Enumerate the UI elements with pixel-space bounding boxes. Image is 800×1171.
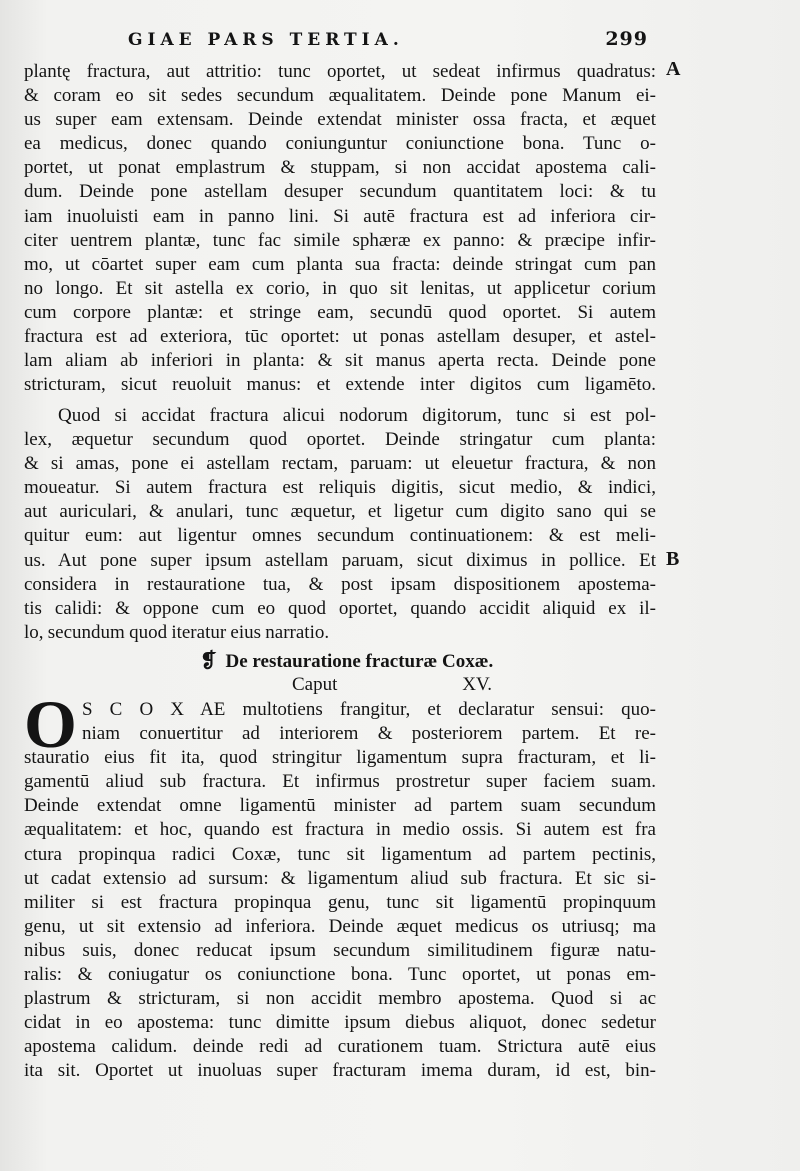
text-line: lam aliam ab inferiori in planta: & sit manus aperta recta. Deinde pone [24, 350, 656, 372]
chapter-title: De restauratione fracturæ Coxæ. [225, 651, 494, 672]
text-line: ut cadat extensio ad sursum: & ligamentum aliud sub fractura. Et sic si- [24, 867, 656, 889]
text-line: ralis: & coniugatur os coniunctione bona. Tunc oportet, ut ponas em- [24, 964, 656, 986]
text-line: citer uentrem plantæ, tunc fac simile sphæræ ex panno: & præcipe infir- [24, 229, 656, 251]
text-line: fractura est ad exteriora, tūc oportet: ut ponas astellam desuper, et astel- [24, 326, 656, 348]
running-header [128, 28, 648, 50]
text-line: quitur eum: aut ligentur omnes secundum continuationem: & est meli- [24, 525, 656, 547]
text-line: æqualitatem: et hoc, quando est fractura in medio ossis. Si autem est fra [24, 819, 656, 841]
paragraph-digitorum [24, 404, 656, 645]
text-line: lo, secundum quod iteratur eius narratio. [24, 621, 330, 643]
paragraph-plantae-fractura [24, 60, 656, 397]
text-line: ea medicus, donec quando coniunguntur coniunctione bona. Tunc o- [24, 133, 656, 155]
text-line: considera in restauratione tua, & post ipsam dispositionem apostema- [24, 573, 656, 595]
text-line: tis calidi: & oppone cum eo quod oportet, quando accidit aliquid ex il- [24, 597, 656, 619]
text-line: genu, ut sit extensio ad inferiora. Deinde æquet medicus os utriusq; ma [24, 915, 656, 937]
text-line: cidat in eo apostema: tunc dimitte ipsum diebus aliquot, donec sedetur [24, 1012, 656, 1034]
text-line: Quod si accidat fractura alicui nodorum digitorum, tunc si est pol- [58, 405, 656, 426]
text-line: us super eam extensam. Deinde extendat minister ossa fracta, et æquet [24, 109, 656, 131]
text-line: dum. Deinde pone astellam desuper secundum quantitatem loci: & tu [24, 181, 656, 203]
text-line: stauratio eius fit ita, quod stringitur ligamentum supra fracturam, et li- [24, 747, 656, 769]
chapter-caption [292, 674, 492, 696]
drop-cap: O [24, 686, 77, 762]
caput-number: XV. [462, 674, 492, 695]
caput-label: Caput [292, 674, 338, 695]
text-line: stricturam, sicut reuoluit manus: et extende inter digitos cum ligamēto. [24, 374, 656, 396]
text-line: plantę fractura, aut attritio: tunc oportet, ut sedeat infirmus quadratus: [24, 61, 656, 82]
text-line: portet, ut ponat emplastrum & stuppam, si non accidat apostema cali- [24, 157, 656, 179]
text-line: niam conuertitur ad interiorem & posteriorem partem. Et re- [82, 723, 656, 745]
text-line: & si amas, pone ei astellam rectam, paruam: ut eleuetur fractura, & non [24, 453, 656, 475]
text-line: S C O X AE multotiens frangitur, et declaratur sensui: quo- [82, 699, 656, 720]
text-line: mo, ut cōartet super eam cum planta sua fracta: deinde stringat cum pan [24, 253, 656, 275]
text-line: ctura propinqua radici Coxæ, tunc sit ligamentum ad partem pectinis, [24, 843, 656, 865]
chapter-heading [200, 648, 493, 673]
pilcrow-icon: ❡ [200, 650, 217, 672]
text-line: cum corpore plantæ: et stringe eam, secundū quod oportet. Si autem [24, 301, 656, 323]
margin-letter-a: A [666, 58, 681, 80]
text-line: ita sit. Oportet ut inuoluas super fracturam imema duram, id est, bin- [24, 1060, 656, 1082]
text-line: moueatur. Si autem fractura est reliquis digitis, sicut medio, & indici, [24, 477, 656, 499]
paragraph-coxae [24, 698, 656, 1084]
text-line: no longo. Et sit astella ex corio, in quo sit lenitas, ut applicetur corium [24, 277, 656, 299]
text-line: lex, æquetur secundum quod oportet. Deinde stringatur cum planta: [24, 429, 656, 451]
text-line: iam inuoluisti eam in panno lini. Si autē fractura est ad inferiora cir- [24, 205, 656, 227]
text-line: & coram eo sit sedes secundum æqualitatem. Deinde pone Manum ei- [24, 85, 656, 107]
text-line: militer si est fractura propinqua genu, tunc sit ligamentū propinquum [24, 891, 656, 913]
text-line: apostema calidum. deinde redi ad curationem tuam. Strictura autē eius [24, 1036, 656, 1058]
page-number: 299 [605, 28, 648, 50]
text-line: plastrum & stricturam, si non accidit membro apostema. Quod si ac [24, 988, 656, 1010]
text-line: aut auriculari, & anulari, tunc æquetur, et ligetur cum digito sano qui se [24, 501, 656, 523]
text-line: gamentū aliud sub fractura. Et infirmus prostretur super faciem suam. [24, 771, 656, 793]
running-title: GIAE PARS TERTIA. [128, 30, 404, 50]
text-line: nibus suis, donec reducat ipsum secundum similitudinem figuræ natu- [24, 939, 656, 961]
text-line: Deinde extendat omne ligamentū minister ad partem suam secundum [24, 795, 656, 817]
margin-letter-b: B [666, 548, 680, 570]
text-line: us. Aut pone super ipsum astellam paruam, sicut diximus in pollice. Et [24, 549, 656, 571]
